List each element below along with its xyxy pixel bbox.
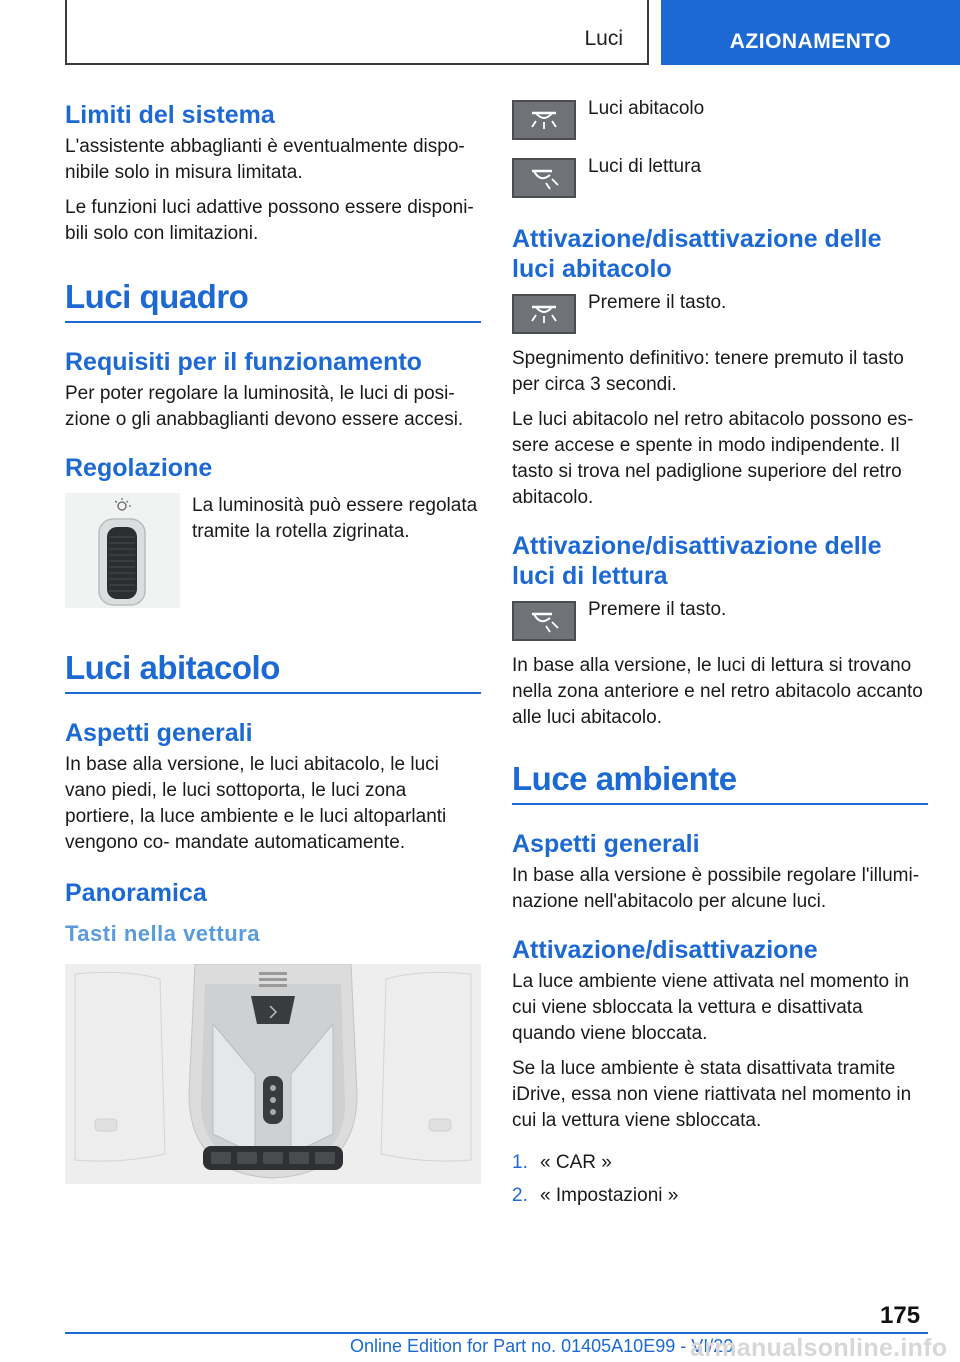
heading-ambient-general: Aspetti generali	[512, 830, 700, 858]
heading-ambient-onoff: Attivazione/disattivazione	[512, 936, 818, 964]
heading-system-limits: Limiti del sistema	[65, 101, 275, 129]
step-number: 2.	[512, 1185, 528, 1206]
list-item	[512, 1150, 928, 1176]
heading-dashboard-lights: Luci quadro	[65, 277, 481, 323]
heading-onoff-reading: Attivazione/disattivazione delle luci di lettura	[512, 532, 882, 590]
thumbwheel-image	[65, 493, 180, 608]
list-item	[512, 1183, 928, 1209]
paragraph-onoff-interior-1: Spegnimento definitivo: tenere premuto il tasto per circa 3 secondi.	[512, 348, 904, 395]
press-button-text-2: Premere il tasto.	[588, 599, 727, 620]
paragraph-limits-1: L'assistente abbaglianti è eventualmente dispo‐ nibile solo in misura limitata.	[65, 136, 465, 183]
overhead-console-image	[65, 964, 481, 1184]
header-section-title: Luci	[584, 27, 623, 50]
press-button-text-1: Premere il tasto.	[588, 292, 727, 313]
heading-requirements: Requisiti per il funzionamento	[65, 348, 422, 376]
right-column	[512, 100, 928, 1216]
page-number: 175	[880, 1302, 921, 1329]
step-text: « CAR »	[540, 1152, 612, 1173]
step-number: 1.	[512, 1152, 528, 1173]
onoff-interior-row	[512, 294, 928, 334]
heading-adjustment: Regolazione	[65, 454, 213, 482]
paragraph-ambient-onoff-2: Se la luce ambiente è stata disattivata tramite iDrive, essa non viene riattivata nel momento in cui la vettura viene sbloccata.	[512, 1058, 912, 1131]
steps-list	[512, 1150, 928, 1209]
heading-vehicle-buttons: Tasti nella vettura	[65, 921, 260, 946]
heading-interior-lights: Luci abitacolo	[65, 648, 481, 694]
reading-light-button-icon	[512, 601, 576, 641]
header-chapter-label: AZIONAMENTO	[729, 30, 892, 53]
adjustment-row	[65, 493, 481, 608]
paragraph-onoff-interior-2: Le luci abitacolo nel retro abitacolo possono es‐ sere accese e spente in modo indipendente. Il tasto si trova nel padiglione superiore del retro abitacolo.	[512, 409, 914, 508]
adjustment-text: La luminosità può essere regolata tramite la rotella zigrinata.	[192, 495, 478, 542]
interior-light-button-icon	[512, 100, 576, 140]
heading-onoff-interior: Attivazione/disattivazione delle luci abitacolo	[512, 225, 882, 283]
legend-reading-label: Luci di lettura	[588, 156, 702, 177]
onoff-reading-row	[512, 601, 928, 641]
interior-light-button-icon	[512, 294, 576, 334]
paragraph-requirements: Per poter regolare la luminosità, le luci di posi‐ zione o gli anabbaglianti devono essere accesi.	[65, 383, 464, 430]
legend-interior-lights	[512, 100, 928, 140]
left-column	[65, 100, 481, 1184]
header-section-box	[65, 0, 649, 65]
step-text: « Impostazioni »	[540, 1185, 679, 1206]
paragraph-ambient-onoff-1: La luce ambiente viene attivata nel momento in cui viene sbloccata la vettura e disattivata quando viene bloccata.	[512, 971, 910, 1044]
footer-edition: Online Edition for Part no. 01405A10E99 - VI/20	[350, 1336, 734, 1356]
legend-interior-label: Luci abitacolo	[588, 98, 705, 119]
heading-overview: Panoramica	[65, 879, 207, 907]
paragraph-onoff-reading: In base alla versione, le luci di lettura si trovano nella zona anteriore e nel retro abitacolo accanto alle luci abitacolo.	[512, 655, 923, 728]
watermark: armanualsonline.info	[690, 1334, 948, 1362]
paragraph-ambient-general: In base alla versione è possibile regolare l'illumi‐ nazione nell'abitacolo per alcune luci.	[512, 865, 920, 912]
heading-ambient-light: Luce ambiente	[512, 759, 928, 805]
paragraph-general: In base alla versione, le luci abitacolo, le luci vano piedi, le luci sottoporta, le luci zona portiere, la luce ambiente e le luci altoparlanti vengono co‐ mandate automaticamente.	[65, 754, 447, 853]
legend-reading-lights	[512, 158, 928, 198]
header-chapter-tab	[661, 0, 960, 65]
reading-light-button-icon	[512, 158, 576, 198]
heading-general: Aspetti generali	[65, 719, 253, 747]
paragraph-limits-2: Le funzioni luci adattive possono essere disponi‐ bili solo con limitazioni.	[65, 197, 474, 244]
